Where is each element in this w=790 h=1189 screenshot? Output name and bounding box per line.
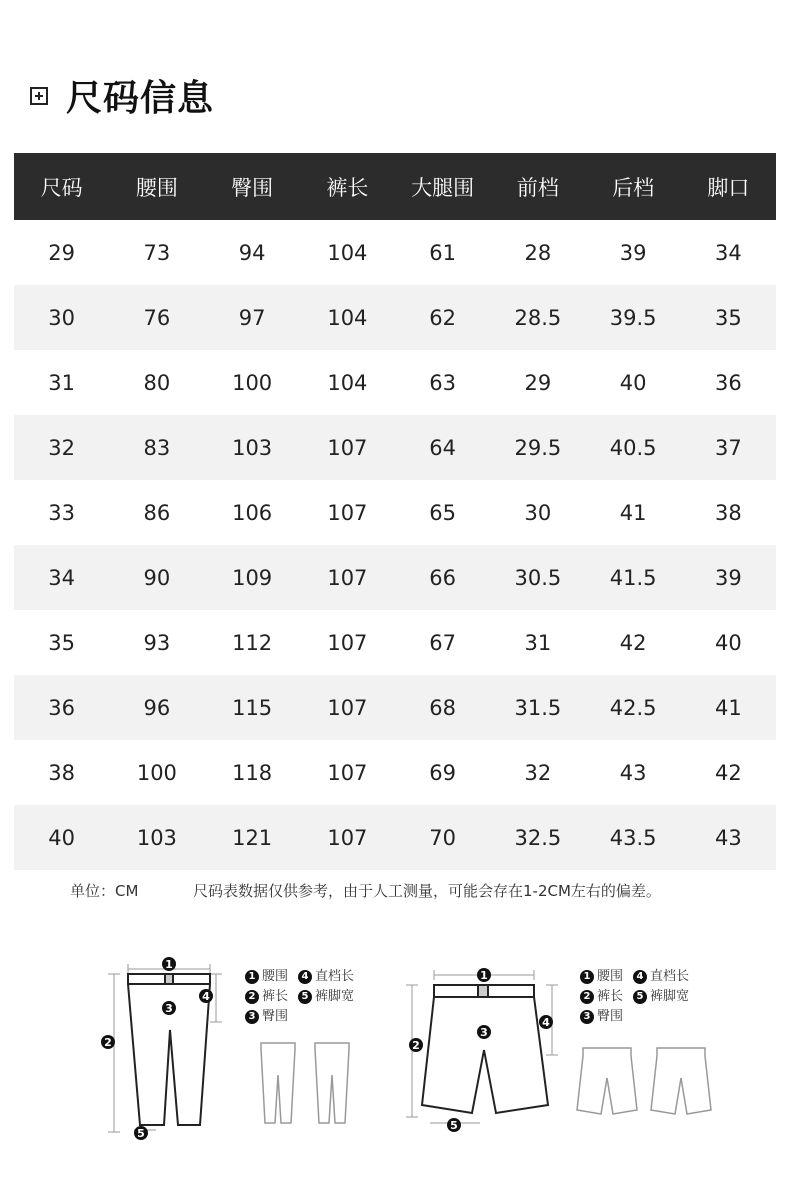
table-cell: 62 [395,285,490,350]
table-cell: 29 [48,240,75,265]
table-cell: 118 [232,760,273,785]
legend-number: 1 [580,970,594,984]
unit-note: 单位：CM [70,882,139,900]
legend-label: 腰围 [597,969,624,984]
section-header [30,70,214,121]
table-cell: 96 [109,675,204,740]
table-cell: 38 [715,500,742,525]
pants-marker-3: 3 [165,1002,173,1015]
table-cell: 66 [395,545,490,610]
pants-thumbnail-outlines [261,1043,349,1123]
table-cell: 28 [524,240,552,265]
table-cell: 30 [14,285,109,350]
table-cell: 43 [619,760,647,785]
table-cell: 86 [143,500,171,525]
column-header: 腰围 [109,153,204,220]
table-row [14,285,776,350]
legend-number: 3 [245,1010,259,1024]
table-cell: 97 [205,285,300,350]
table-cell: 63 [429,370,456,395]
table-cell: 39 [681,545,776,610]
table-cell: 31 [48,370,75,395]
column-header: 后档 [586,153,681,220]
table-cell: 80 [143,370,171,395]
shorts-diagram [400,955,570,1140]
table-cell: 41.5 [586,545,681,610]
table-row [14,675,776,740]
table-cell: 107 [327,500,368,525]
column-header: 前档 [490,153,585,220]
legend-label: 臀围 [262,1009,289,1024]
table-cell: 42 [715,760,742,785]
column-header: 大腿围 [395,153,490,220]
disclaimer-note: 尺码表数据仅供参考，由于人工测量，可能会存在1-2CM左右的偏差。 [193,882,661,900]
table-cell: 30 [524,500,552,525]
legend-label: 裤脚宽 [315,989,355,1004]
shorts-outline [422,985,548,1113]
column-header: 脚口 [681,153,776,220]
table-row [14,545,776,610]
pants-legend [245,967,354,1027]
legend-number: 4 [633,970,647,984]
table-cell: 104 [327,240,368,265]
table-row [14,805,776,870]
legend-label: 裤长 [262,989,289,1004]
table-cell: 37 [681,415,776,480]
table-cell: 104 [327,370,368,395]
table-cell: 64 [395,415,490,480]
table-cell: 109 [205,545,300,610]
shorts-marker-3: 3 [480,1026,488,1039]
table-row [14,610,776,675]
table-cell: 103 [205,415,300,480]
table-cell: 68 [395,675,490,740]
table-cell: 69 [429,760,456,785]
table-cell: 93 [143,630,171,655]
table-cell: 40 [14,805,109,870]
table-cell: 43.5 [586,805,681,870]
legend-label: 直档长 [650,969,690,984]
table-cell: 42.5 [586,675,681,740]
pants-thumbnails [255,1035,360,1130]
table-cell: 104 [300,285,395,350]
table-row [14,480,776,545]
legend-number: 4 [298,970,312,984]
pants-marker-4: 4 [202,990,210,1003]
column-header: 臀围 [205,153,300,220]
table-cell: 76 [109,285,204,350]
legend-number: 3 [580,1010,594,1024]
shorts-thumbnail-outlines [577,1048,711,1114]
table-cell: 103 [109,805,204,870]
legend-number: 5 [298,990,312,1004]
table-cell: 107 [327,630,368,655]
table-cell: 42 [619,630,647,655]
plus-square-icon [30,87,48,105]
table-cell: 38 [48,760,75,785]
table-cell: 31 [524,630,552,655]
table-cell: 107 [300,675,395,740]
table-row [14,415,776,480]
table-cell: 83 [109,415,204,480]
pants-outline [128,974,210,1125]
table-cell: 67 [429,630,456,655]
table-cell: 40 [715,630,742,655]
table-cell: 100 [136,760,177,785]
table-cell: 32 [524,760,552,785]
shorts-marker-2: 2 [412,1039,420,1052]
table-cell: 107 [327,760,368,785]
table-cell: 107 [300,415,395,480]
legend-number: 2 [580,990,594,1004]
shorts-thumbnails [575,1040,725,1120]
table-cell: 94 [238,240,266,265]
pants-diagram [90,950,240,1150]
shorts-marker-1: 1 [480,969,488,982]
table-cell: 35 [681,285,776,350]
table-cell: 32 [14,415,109,480]
table-cell: 39.5 [586,285,681,350]
table-cell: 33 [48,500,75,525]
table-cell: 41 [619,500,647,525]
table-cell: 36 [14,675,109,740]
pants-marker-5: 5 [137,1127,145,1140]
legend-number: 5 [633,990,647,1004]
table-cell: 70 [395,805,490,870]
size-table [14,153,776,870]
table-cell: 90 [109,545,204,610]
shorts-marker-5: 5 [450,1119,458,1132]
table-cell: 65 [429,500,456,525]
table-cell: 35 [48,630,75,655]
table-cell: 29 [524,370,552,395]
table-cell: 121 [205,805,300,870]
table-cell: 40.5 [586,415,681,480]
table-cell: 28.5 [490,285,585,350]
column-header: 裤长 [300,153,395,220]
table-cell: 29.5 [490,415,585,480]
legend-label: 腰围 [262,969,289,984]
table-cell: 115 [205,675,300,740]
legend-number: 2 [245,990,259,1004]
table-cell: 34 [715,240,742,265]
legend-label: 裤长 [597,989,624,1004]
legend-number: 1 [245,970,259,984]
table-cell: 107 [300,545,395,610]
table-cell: 107 [300,805,395,870]
page-title: 尺码信息 [66,78,215,119]
table-cell: 39 [619,240,647,265]
table-cell: 41 [681,675,776,740]
pants-marker-2: 2 [104,1036,112,1049]
column-header: 尺码 [14,153,109,220]
table-cell: 106 [232,500,273,525]
legend-label: 裤脚宽 [650,989,690,1004]
table-cell: 112 [232,630,273,655]
table-row [14,740,776,805]
table-row [14,350,776,415]
pants-marker-1: 1 [165,958,173,971]
table-cell: 43 [681,805,776,870]
table-cell: 100 [232,370,273,395]
table-cell: 61 [429,240,456,265]
table-header-row [14,153,776,220]
shorts-marker-4: 4 [542,1016,550,1029]
table-cell: 30.5 [490,545,585,610]
table-cell: 32.5 [490,805,585,870]
table-row [14,220,776,285]
legend-label: 直档长 [315,969,355,984]
table-cell: 40 [619,370,647,395]
legend-label: 臀围 [597,1009,624,1024]
table-cell: 34 [14,545,109,610]
table-cell: 73 [143,240,171,265]
table-cell: 31.5 [490,675,585,740]
table-cell: 36 [715,370,742,395]
shorts-legend [580,967,689,1027]
